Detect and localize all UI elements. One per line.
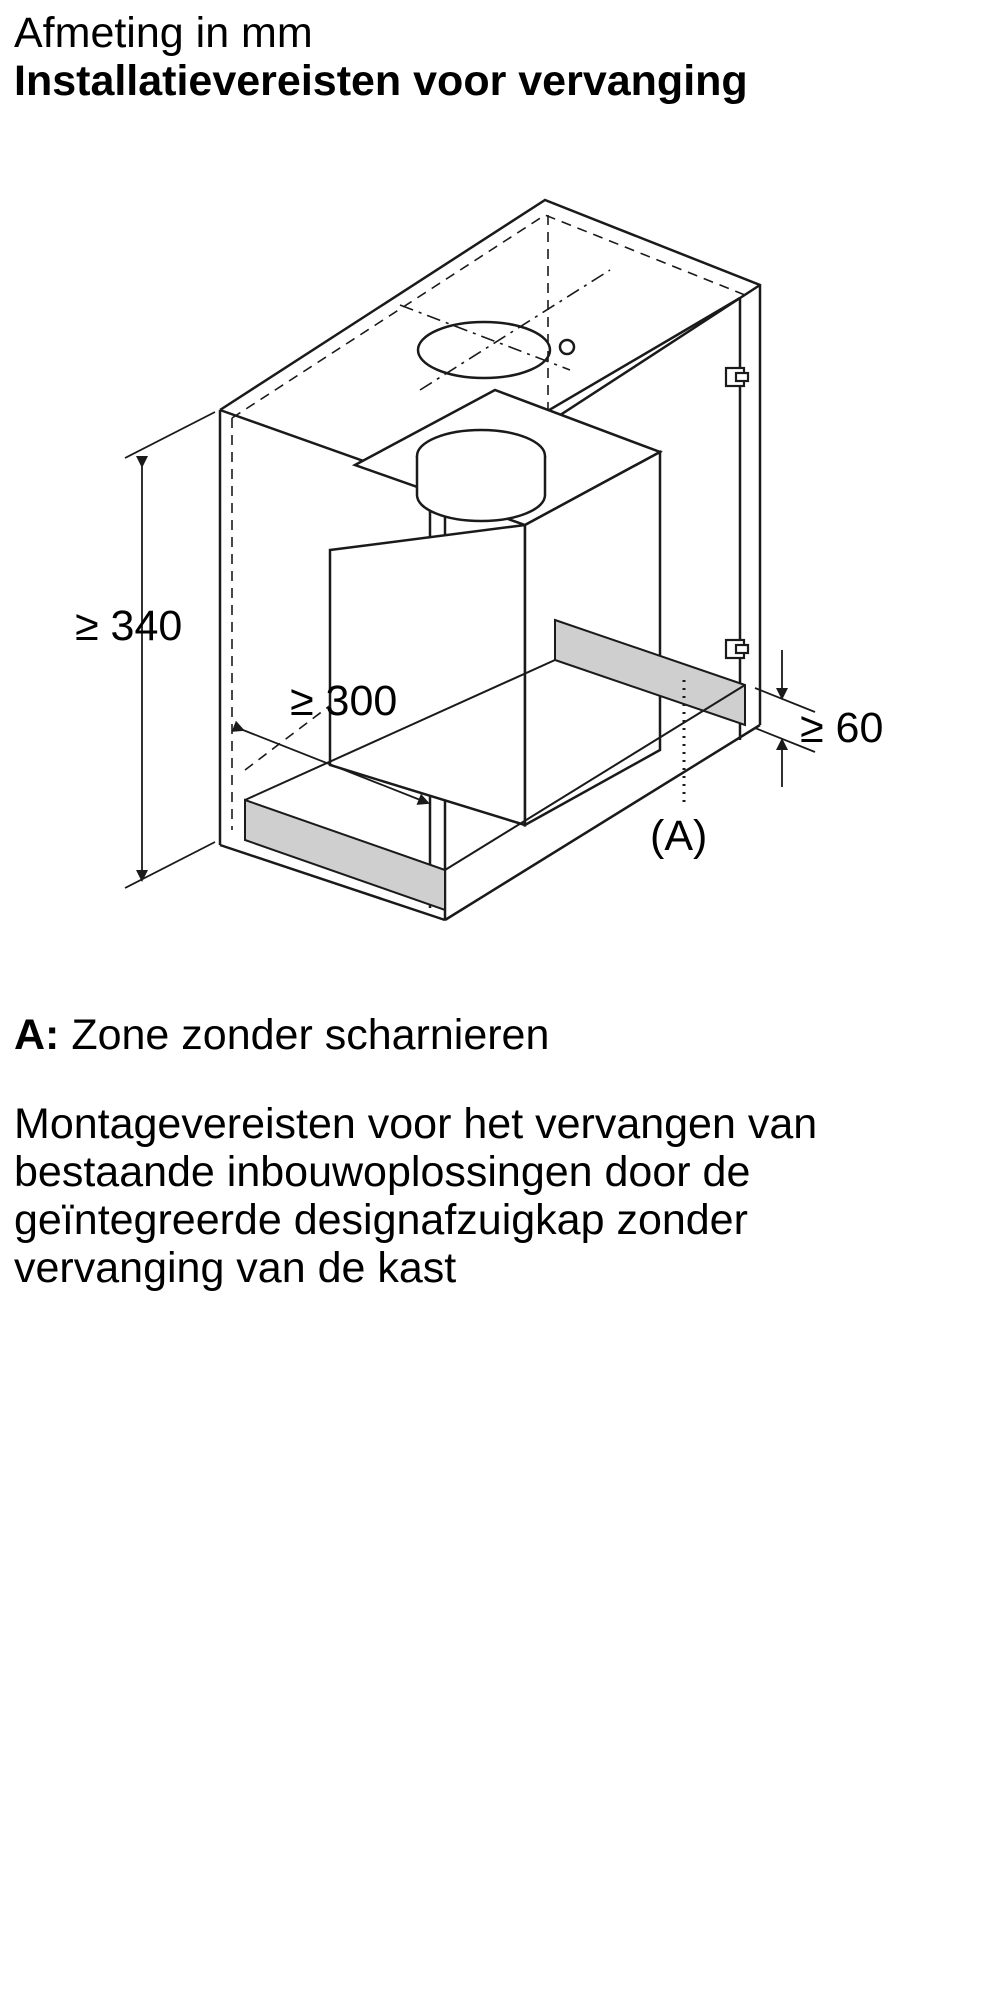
legend-text: Zone zonder scharnieren: [71, 1011, 550, 1059]
height-label: ≥ 340: [75, 602, 183, 650]
hinge-icon: [726, 368, 748, 658]
description-line: geïntegreerde designafzuigkap zonder: [14, 1196, 748, 1244]
installation-diagram: [0, 180, 1000, 940]
legend-key: A:: [14, 1011, 60, 1059]
gap-label: ≥ 60: [800, 704, 884, 752]
hood-unit: [330, 390, 660, 825]
description-line: bestaande inbouwoplossingen door de: [14, 1148, 751, 1196]
legend: [14, 1008, 549, 1062]
description-line: vervanging van de kast: [14, 1244, 457, 1292]
cabinet-drawing: [0, 180, 1000, 940]
unit-label: Afmeting in mm: [14, 9, 313, 57]
depth-label: ≥ 300: [290, 677, 398, 725]
description-line: Montagevereisten voor het vervangen van: [14, 1100, 818, 1148]
height-dimension: [125, 412, 215, 888]
zone-callout: (A): [650, 812, 708, 860]
description: [14, 1100, 974, 1292]
page-title: Installatievereisten voor vervanging: [14, 57, 748, 105]
